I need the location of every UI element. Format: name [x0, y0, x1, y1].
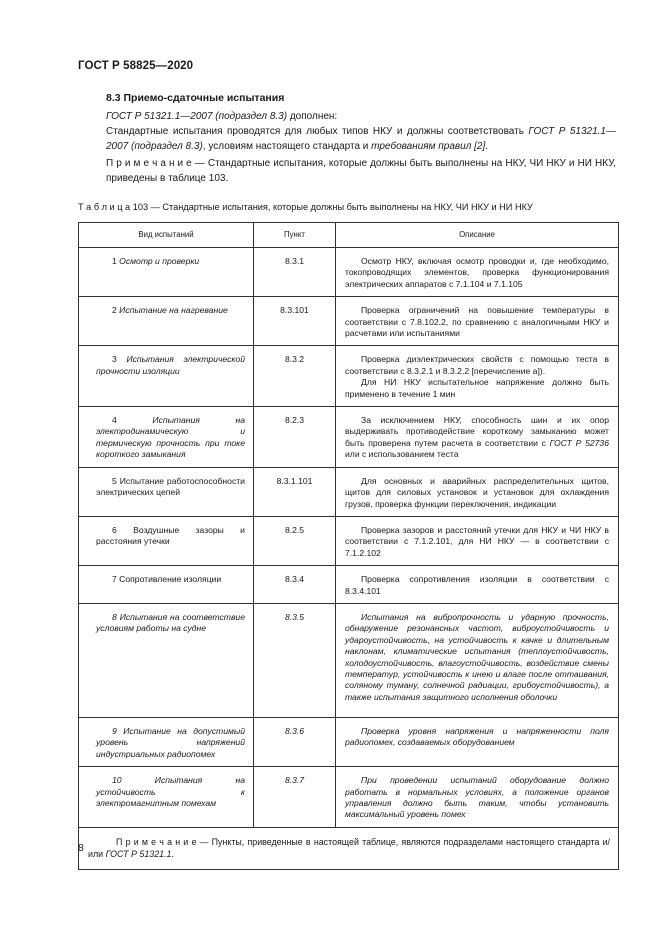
paragraph-amendment: [78, 109, 616, 124]
table-cell-clause: 8.3.6: [254, 717, 336, 766]
table-row: [79, 566, 619, 604]
table-cell-test-name: [79, 248, 254, 297]
page-header-standard: ГОСТ Р 58825—2020: [78, 60, 194, 72]
table-cell-description: [336, 407, 619, 468]
row-description: Осмотр НКУ, включая осмотр проводки и, где необходимо, токопроводящих элементов, проверка функционирования электрических аппаратов с 7.1.104 и 7.1.105: [345, 256, 609, 289]
paragraph-amendment-ref: ГОСТ Р 51321.1—2007 (подраздел 8.3): [106, 111, 288, 122]
table-cell-clause: 8.3.5: [254, 603, 336, 717]
row-number: 2: [112, 305, 120, 316]
table-cell-description: [336, 566, 619, 604]
table-cell-test-name: [79, 603, 254, 717]
tests-table: [78, 222, 619, 870]
table-cell-test-name: [79, 767, 254, 828]
row-description: При проведении испытаний оборудование должно работать в нормальных условиях, а положение органов управления должно быть таким, чтобы установить максимальный уровень помех: [345, 775, 609, 820]
row-test-name: 6 Воздушные зазоры и расстояния утечки: [96, 524, 245, 547]
table-cell-test-name: [79, 297, 254, 346]
table-row: [79, 346, 619, 407]
table-cell-clause: 8.3.1.101: [254, 467, 336, 516]
paragraph-note-label: П р и м е ч а н и е: [106, 158, 192, 169]
table-cell-clause: 8.3.101: [254, 297, 336, 346]
row-description: Проверка уровня напряжения и напряженности поля радиопомех, создаваемых оборудованием: [345, 725, 609, 748]
paragraph-standard-tests-ref2: требованиям правил [2]: [371, 141, 486, 152]
table-row: [79, 767, 619, 828]
paragraph-amendment-text: дополнен:: [287, 111, 338, 122]
row-test-name: Испытания на электродинамическую и термическую прочность при токе короткого замыкания: [96, 415, 245, 460]
row-description-end: или с использованием теста: [345, 449, 459, 460]
paragraph-standard-tests-a: Стандартные испытания проводятся для любых типов НКУ и должны соответствовать: [106, 126, 529, 137]
table-cell-clause: 8.2.5: [254, 516, 336, 565]
table-note-ref: ГОСТ Р 51321.1: [105, 848, 172, 859]
page-number: 8: [78, 842, 84, 854]
table-row: [79, 297, 619, 346]
table-note-cell: [79, 827, 619, 869]
row-test-name: 9 Испытание на допустимый уровень напряжений индустриальных радиопомех: [96, 725, 245, 759]
row-description: Для основных и аварийных распределительных щитов, щитов для силовых установок и установок для охлаждения грузов, проверка функции переключения, индикации: [345, 475, 609, 509]
table-cell-clause: 8.3.1: [254, 248, 336, 297]
row-number: 4: [112, 415, 153, 426]
row-description: Проверка диэлектрических свойств с помощью теста в соответствии с 8.3.2.1 и 8.3.2.2 [перечисление а]).: [345, 354, 609, 376]
table-row: [79, 248, 619, 297]
row-description: Проверка сопротивления изоляции в соответствии с 8.3.4.101: [345, 574, 609, 596]
table-caption-label: Т а б л и ц а: [78, 202, 131, 212]
table-caption-text: 103 — Стандартные испытания, которые должны быть выполнены на НКУ, ЧИ НКУ и НИ НКУ: [130, 202, 533, 212]
paragraph-standard-tests: [78, 124, 616, 154]
table-cell-test-name: [79, 346, 254, 407]
table-cell-test-name: [79, 566, 254, 604]
table-cell-clause: 8.3.2: [254, 346, 336, 407]
row-test-name: 5 Испытание работоспособности электрических цепей: [96, 475, 245, 498]
section-title: 8.3 Приемо-сдаточные испытания: [106, 92, 285, 104]
table-note-row: [79, 827, 619, 869]
table-caption: [78, 202, 618, 212]
table-cell-description: [336, 248, 619, 297]
row-test-name: Осмотр и проверки: [119, 256, 200, 266]
row-description: Проверка ограничений на повышение температуры в соответствии с 7.8.102.2, по сравнению с аналогичными НКУ и расчетами или испытаниями: [345, 305, 609, 339]
row-description: За исключением НКУ, способность шин и их опор выдерживать противодействие короткому замыканию может быть проверена путем расчета в соответствии с: [345, 415, 609, 448]
table-cell-clause: 8.2.3: [254, 407, 336, 468]
paragraph-standard-tests-ref: ГОСТ Р 51321.1—2007 (подраздел 8.3): [106, 126, 616, 152]
row-test-name: Испытания электрической прочности изоляции: [96, 354, 246, 376]
table-header-test-type: Вид испытаний: [79, 223, 254, 248]
paragraph-note: [78, 156, 616, 186]
table-cell-description: [336, 467, 619, 516]
table-note-end: .: [171, 848, 174, 859]
row-test-name: 10 Испытания на устойчивость к электромагнитным помехам: [96, 775, 245, 808]
table-cell-test-name: [79, 467, 254, 516]
row-description: Проверка зазоров и расстояний утечки для НКУ и ЧИ НКУ в соответствии с 7.1.2.101, для НИ НКУ — в соответствии с 7.1.2.102: [345, 524, 609, 558]
table-row: [79, 407, 619, 468]
table-cell-test-name: [79, 407, 254, 468]
table-cell-description: [336, 603, 619, 717]
table-cell-description: [336, 717, 619, 766]
row-description: Испытания на вибропрочность и ударную прочность, обнаружение резонансных частот, виброустойчивость и удароустойчивость, на устойчивость к качке и длительным наклонам, климатические испытания (теплоустойчивость, холодоустойчивость, влагоустойчивость, воздействие смены температур, устойчивость к инею и влаге после оттаивания, соляному туману, солнечной радиации, грибоустойчивость), а также испытания защитного исполнения оболочки: [345, 611, 609, 702]
paragraph-standard-tests-b: , условиям настоящего стандарта и: [202, 141, 372, 152]
table-cell-description: [336, 767, 619, 828]
row-number: 1: [112, 256, 120, 266]
table-row: [79, 717, 619, 766]
table-row: [79, 467, 619, 516]
row-test-name: 7 Сопротивление изоляции: [112, 574, 222, 585]
table-cell-test-name: [79, 516, 254, 565]
table-cell-description: [336, 516, 619, 565]
row-number: 8: [112, 611, 120, 622]
table-row: [79, 516, 619, 565]
table-cell-description: [336, 346, 619, 407]
table-header-clause: Пункт: [254, 223, 336, 248]
table-note-text: — Пункты, приведенные в настоящей таблице, являются подразделами настоящего стандарта и/или: [88, 836, 611, 859]
table-cell-clause: 8.3.7: [254, 767, 336, 828]
row-description-extra: Для НИ НКУ испытательное напряжение должно быть применено в течение 1 мин: [345, 377, 609, 399]
paragraph-note-text: — Стандартные испытания, которые должны быть выполнены на НКУ, ЧИ НКУ и НИ НКУ, приведены в таблице 103.: [106, 158, 616, 184]
tests-table-container: [78, 222, 618, 870]
table-cell-clause: 8.3.4: [254, 566, 336, 604]
paragraph-standard-tests-end: .: [485, 141, 489, 152]
table-note-label: П р и м е ч а н и е: [116, 836, 197, 847]
row-description-ref: ГОСТ Р 52736: [549, 437, 609, 448]
table-row: [79, 603, 619, 717]
row-number: 3: [112, 354, 127, 365]
table-header-row: [79, 223, 619, 248]
table-cell-description: [336, 297, 619, 346]
row-test-name: Испытания на соответствие условиям работы на судне: [96, 611, 245, 634]
table-header-description: Описание: [336, 223, 619, 248]
row-test-name: Испытание на нагревание: [119, 305, 228, 316]
table-cell-test-name: [79, 717, 254, 766]
